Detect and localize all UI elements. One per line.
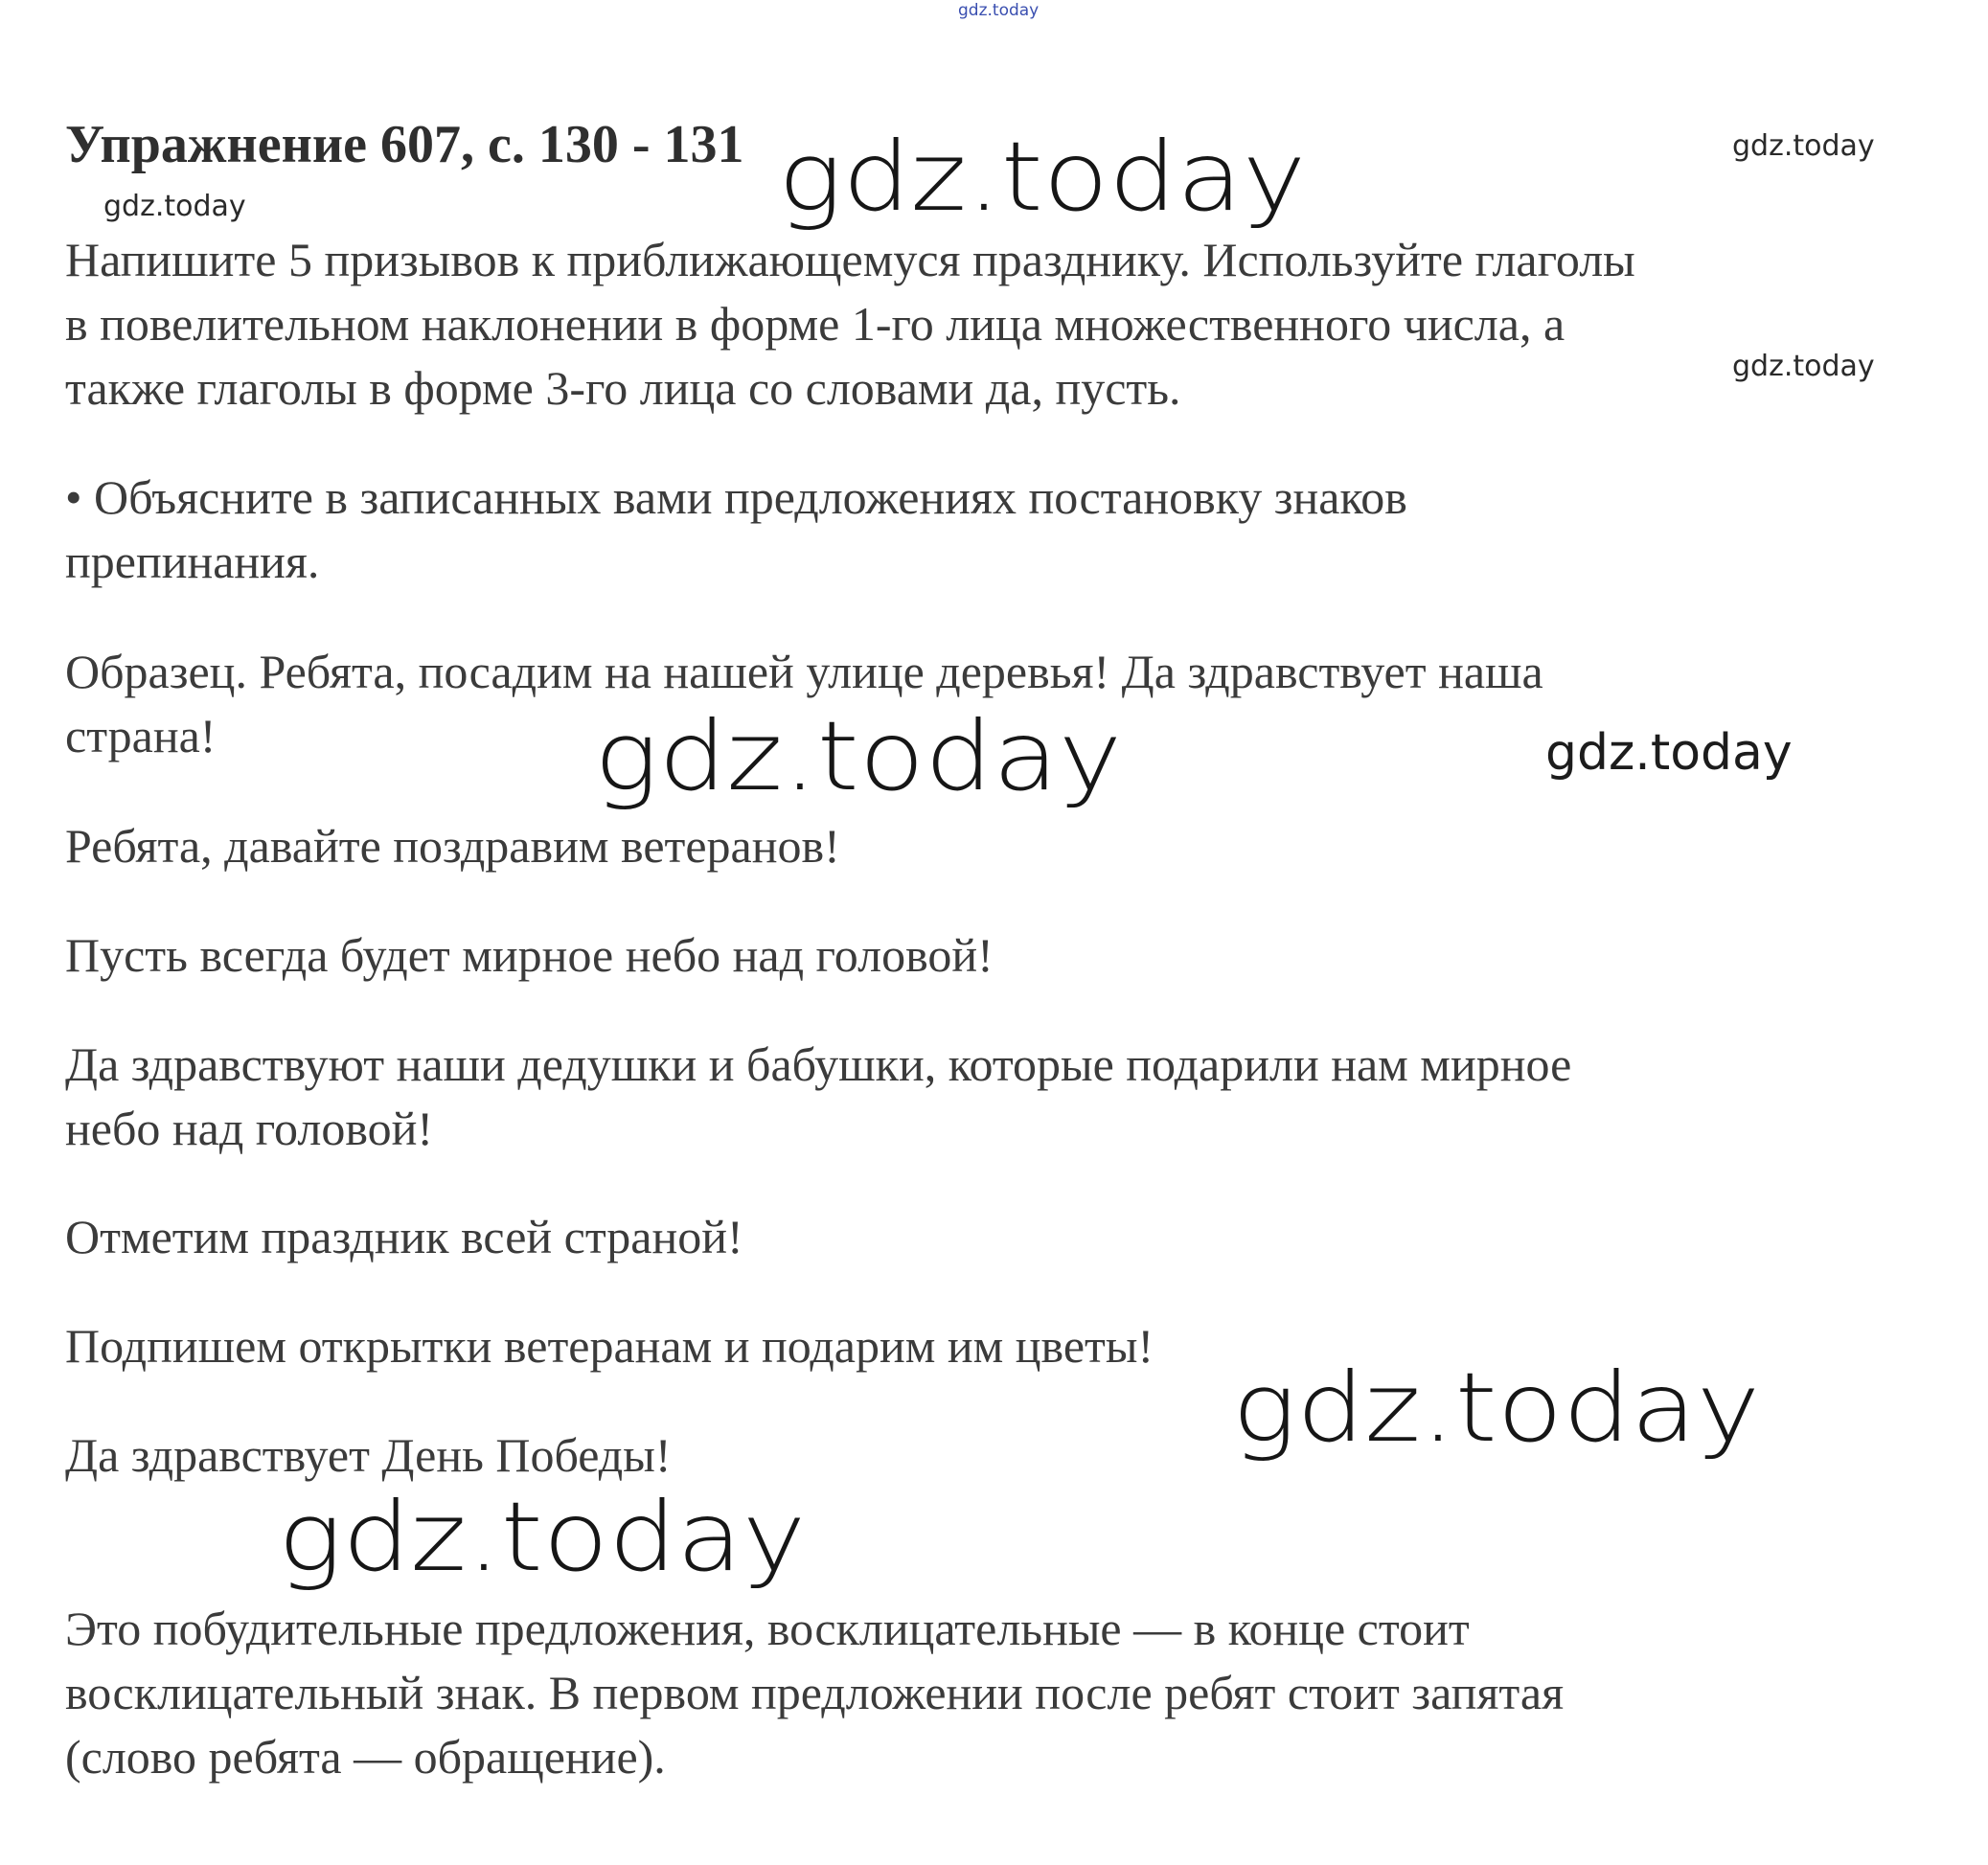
answer-2-line-1: Пусть всегда будет мирное небо над головой! — [65, 928, 994, 982]
task-line-1: Напишите 5 призывов к приближающемуся празднику. Используйте глаголы — [65, 233, 1635, 286]
answer-4-line-1: Отметим праздник всей страной! — [65, 1210, 743, 1263]
watermark-medium-right: gdz.today — [1545, 724, 1793, 782]
task-line-2: в повелительном наклонении в форме 1-го лица множественного числа, а — [65, 297, 1565, 351]
answer-1 — [65, 814, 1967, 878]
answer-3 — [65, 1033, 1967, 1161]
watermark-small-left: gdz.today — [103, 190, 246, 223]
watermark-large-4: gdz.today — [278, 1481, 807, 1593]
watermark-top: gdz.today — [958, 1, 1040, 20]
answer-6 — [65, 1423, 1967, 1488]
answer-2 — [65, 923, 1967, 988]
explanation-line-3: (слово ребята — обращение). — [65, 1730, 666, 1784]
watermark-small-right-1: gdz.today — [1732, 129, 1875, 163]
watermark-large-3: gdz.today — [1232, 1352, 1761, 1464]
explanation-text — [65, 1597, 1967, 1789]
sample-line-1: Образец. Ребята, посадим на нашей улице деревья! Да здравствует наша — [65, 645, 1543, 698]
watermark-large-2: gdz.today — [594, 700, 1123, 812]
task-line-3: также глаголы в форме 3-го лица со словами да, пусть. — [65, 361, 1181, 415]
subtask-text — [65, 466, 1967, 594]
watermark-large-1: gdz.today — [778, 121, 1307, 233]
answer-3-line-2: небо над головой! — [65, 1102, 434, 1155]
explanation-line-1: Это побудительные предложения, восклицательные — в конце стоит — [65, 1602, 1470, 1655]
exercise-title: Упражнение 607, с. 130 - 131 — [65, 115, 744, 174]
subtask-line-2: препинания. — [65, 534, 320, 588]
answer-5-line-1: Подпишем открытки ветеранам и подарим им цветы! — [65, 1319, 1154, 1373]
subtask-line-1: • Объясните в записанных вами предложениях постановку знаков — [65, 470, 1407, 524]
sample-line-2: страна! — [65, 709, 217, 762]
answer-1-line-1: Ребята, давайте поздравим ветеранов! — [65, 819, 840, 873]
answer-4 — [65, 1205, 1967, 1269]
watermark-small-right-2: gdz.today — [1732, 350, 1875, 383]
answer-3-line-1: Да здравствуют наши дедушки и бабушки, которые подарили нам мирное — [65, 1037, 1572, 1091]
sample-text — [65, 640, 1967, 768]
explanation-line-2: восклицательный знак. В первом предложении после ребят стоит запятая — [65, 1666, 1565, 1719]
answer-6-line-1: Да здравствует День Победы! — [65, 1428, 672, 1482]
answer-5 — [65, 1314, 1967, 1378]
task-text — [65, 228, 1967, 421]
